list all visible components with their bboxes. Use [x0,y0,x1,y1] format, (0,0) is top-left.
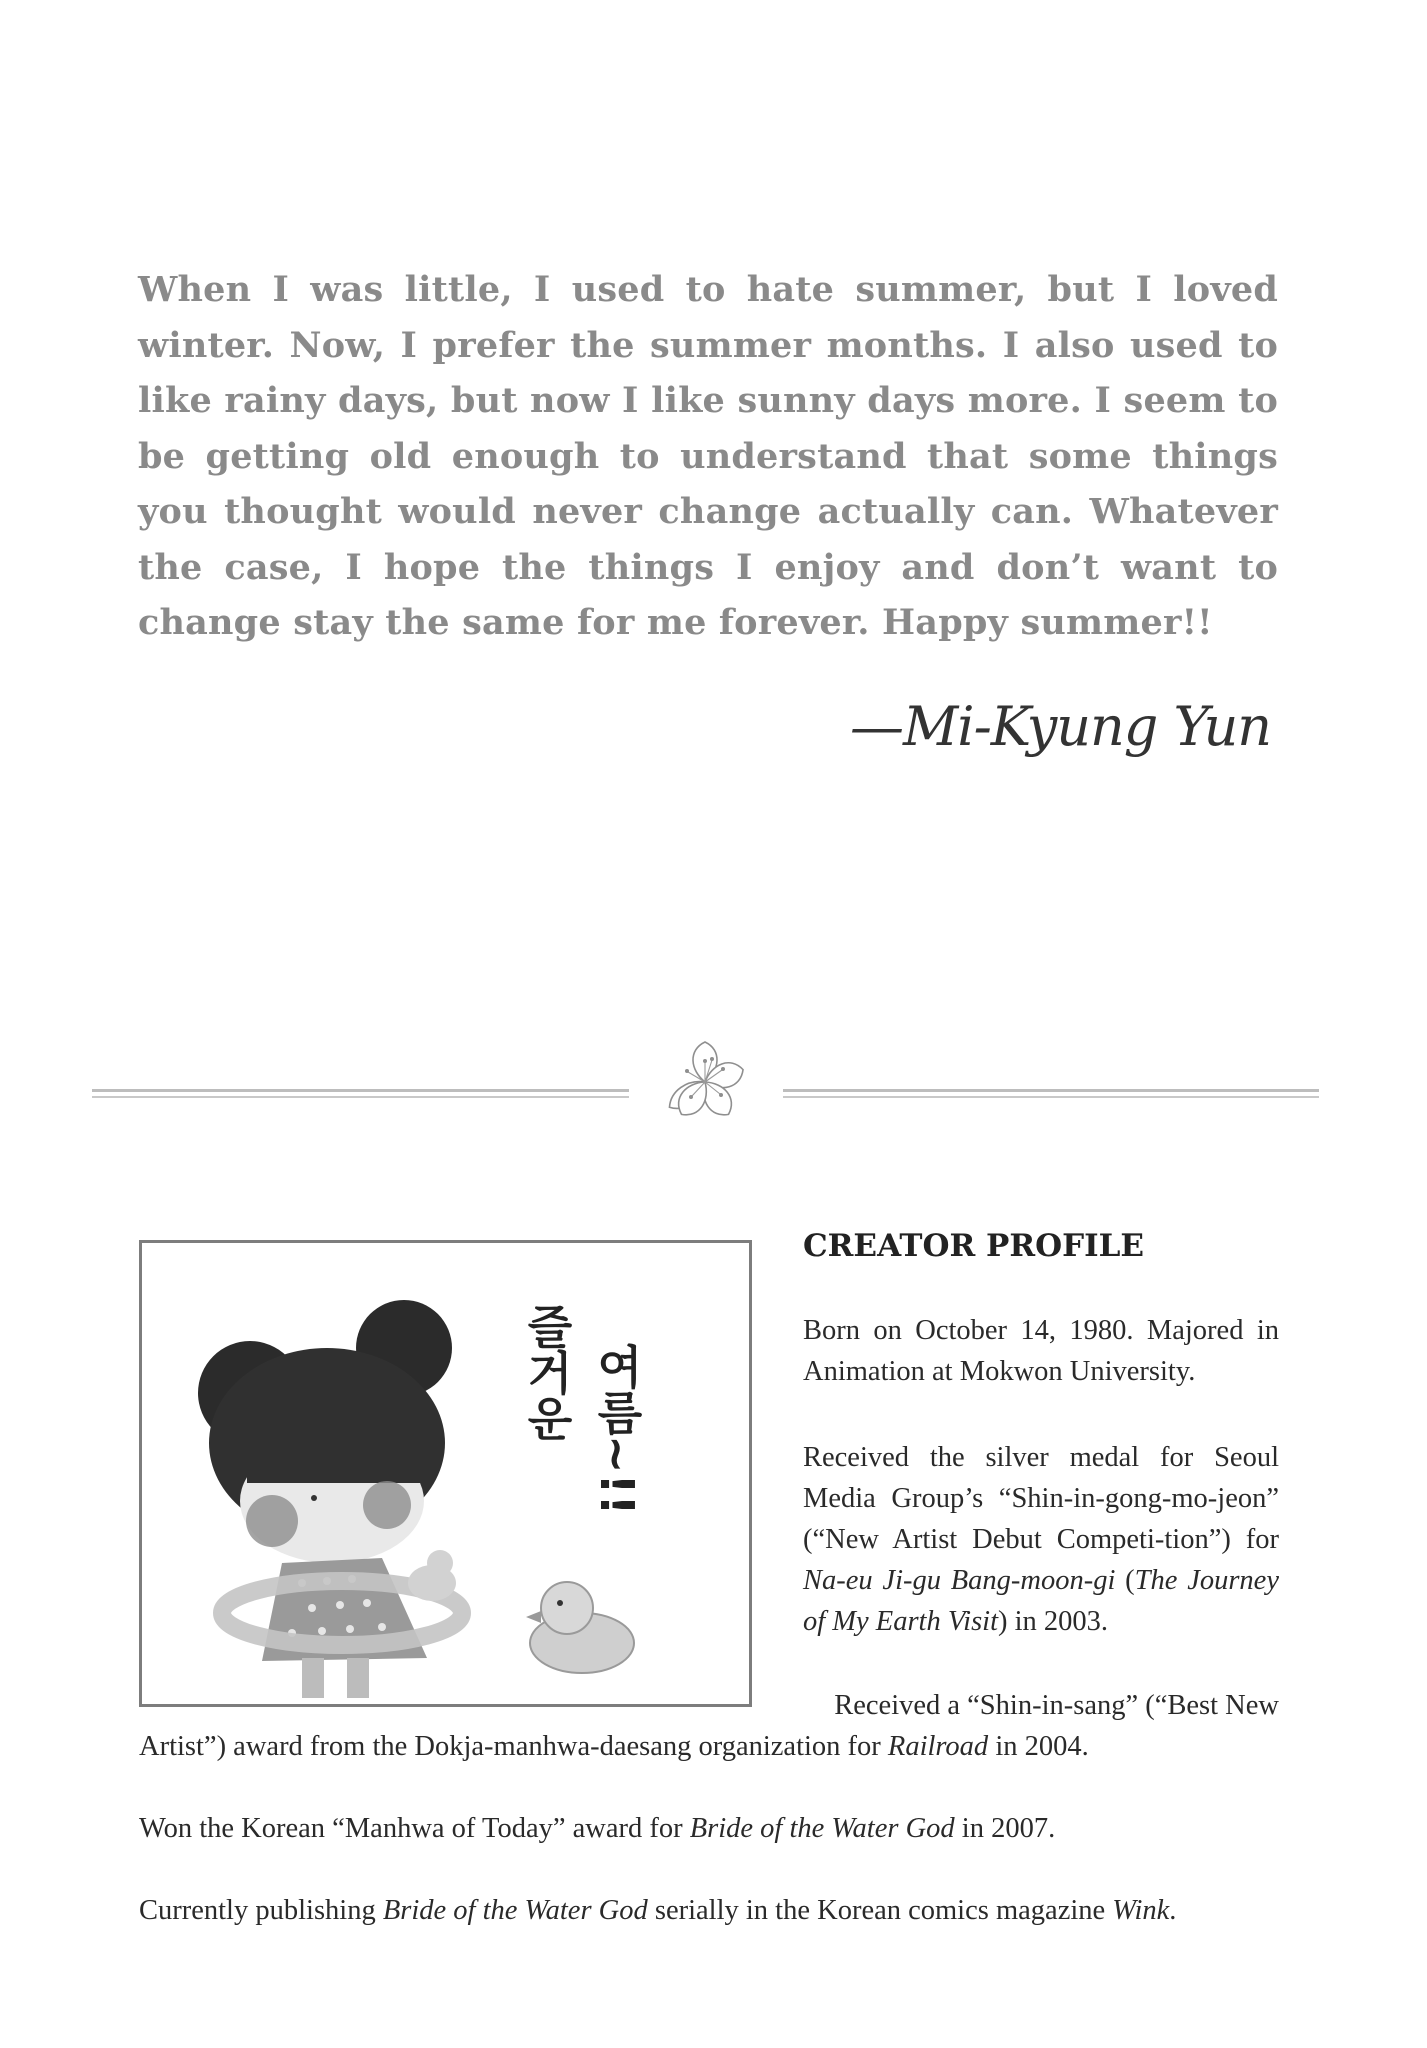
won-title: Bride of the Water God [689,1813,955,1844]
medal-year: ) in 2003. [998,1606,1109,1637]
profile-born [803,1310,1279,1392]
won-year: in 2007. [954,1813,1056,1844]
blossom-icon [650,1030,760,1140]
current-magazine: Wink [1112,1895,1170,1926]
current-period: . [1169,1895,1177,1926]
profile-current [139,1890,1299,1931]
author-illustration [139,1240,752,1707]
award-year: in 2004. [988,1731,1089,1762]
current-mid: serially in the Korean comics magazine [647,1895,1113,1926]
divider-left [92,1089,629,1092]
award-text-1: Received a “Shin-in-sang” (“Best New [834,1690,1279,1721]
profile-medal [803,1437,1279,1642]
award-title: Railroad [887,1731,989,1762]
korean-caption-1: 즐거운 [520,1303,574,1441]
medal-paren-open: ( [1115,1565,1135,1596]
creator-profile-heading: CREATOR PROFILE [803,1228,1145,1264]
divider-right [783,1089,1319,1092]
medal-text: Received the silver medal for Seoul Media Group’s “Shin-in-gong-mo-jeon” (“New Artist Debut Competi-tion”) for [803,1442,1279,1555]
medal-title: Na-eu Ji-gu Bang-moon-gi [803,1565,1116,1596]
author-note-quote: When I was little, I used to hate summer, but I loved winter. Now, I prefer the summer months. I also used to like rainy days, but now I like sunny days more. I seem to be getting old enough to understand that some things you thought would never change actually can. Whatever the case, I hope the things I enjoy and don’t want to change stay the same for me forever. Happy summer!! [138,269,1278,643]
profile-won [139,1808,1299,1849]
profile-award-line1 [803,1685,1279,1726]
medal-title-en: The Journey of My Earth Visit [803,1565,1279,1637]
girl-with-duck-drawing [142,1243,749,1704]
korean-caption-2: 여름~!! [590,1343,644,1516]
profile-born-text: Born on October 14, 1980. Majored in Animation at Mokwon University. [803,1315,1279,1387]
won-text: Won the Korean “Manhwa of Today” award for [139,1813,690,1844]
profile-award-line2 [139,1726,1299,1767]
current-text: Currently publishing [139,1895,383,1926]
current-title: Bride of the Water God [382,1895,648,1926]
author-signature: —Mi-Kyung Yun [850,695,1272,758]
award-text-2: Artist”) award from the Dokja-manhwa-daesang organization for [139,1731,888,1762]
